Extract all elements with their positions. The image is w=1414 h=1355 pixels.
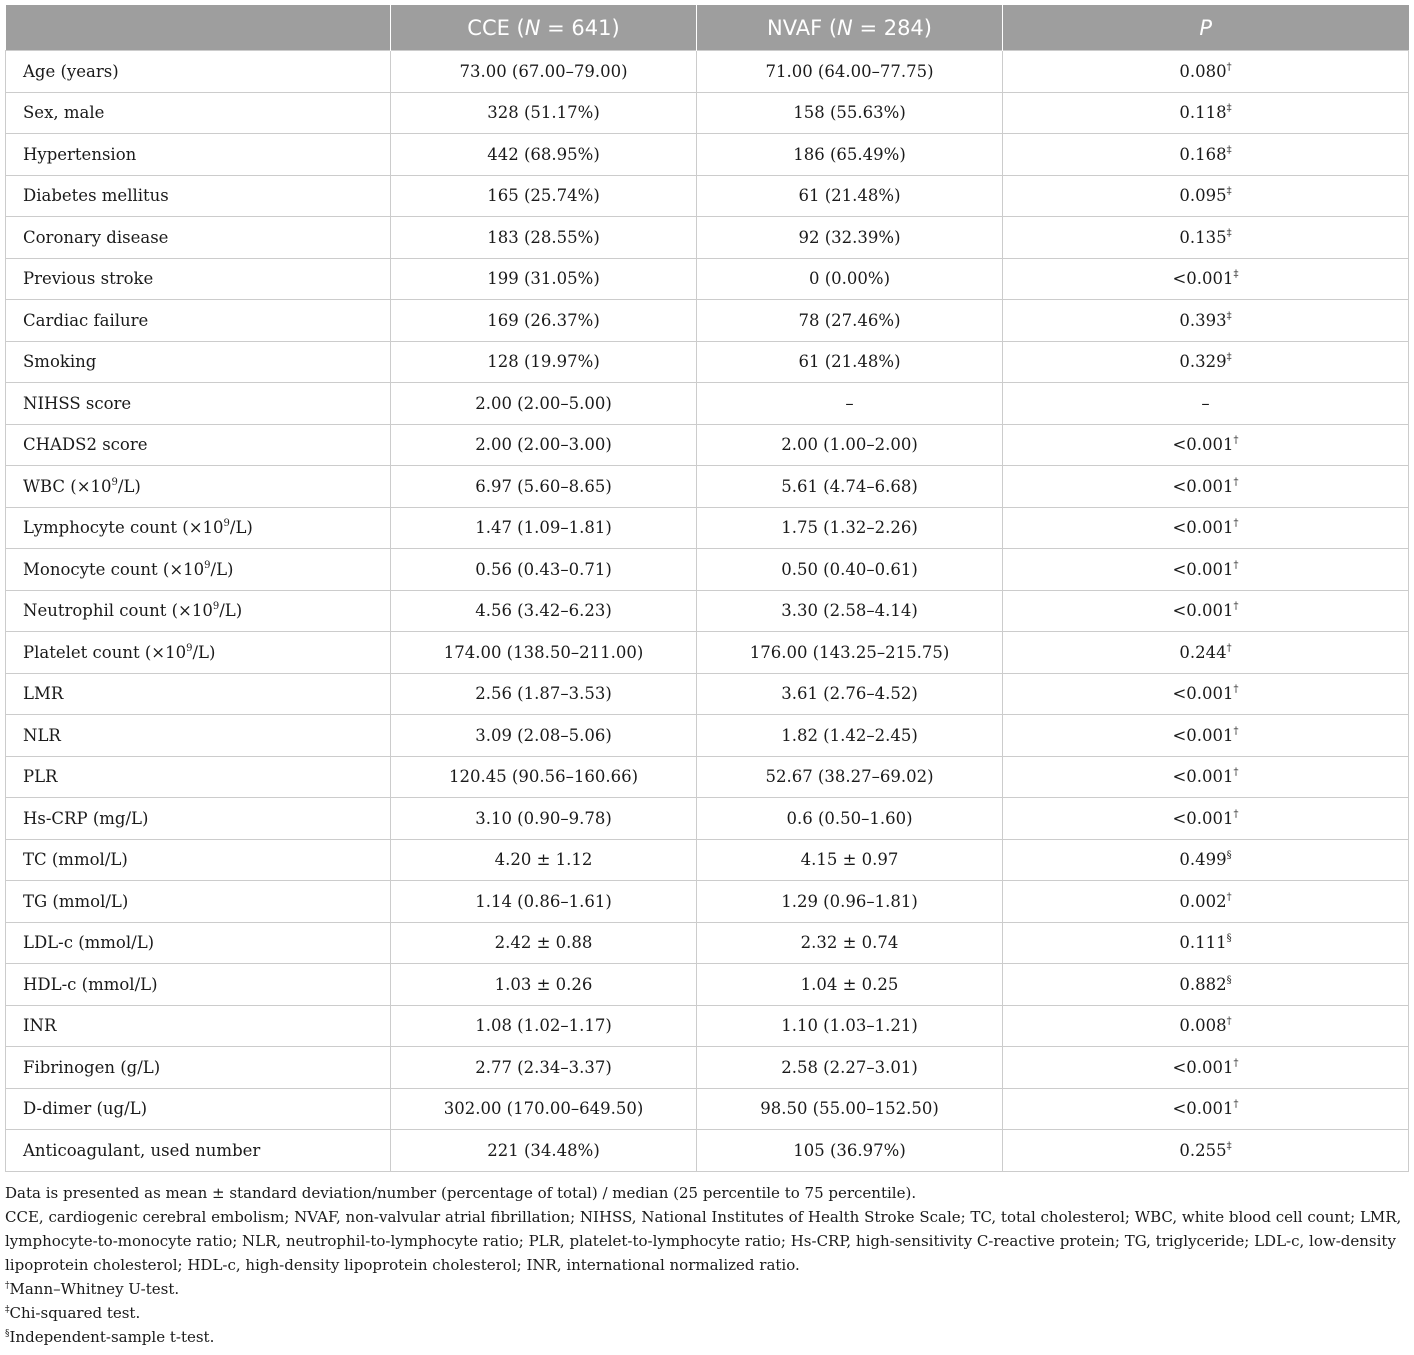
table-row (6, 92, 1409, 134)
row-label: Cardiac failure (6, 300, 391, 342)
test-marker: § (1226, 933, 1232, 945)
test-marker: † (1233, 1057, 1239, 1069)
data-presentation-note: Data is presented as mean ± standard deviation/number (percentage of total) / median (25 percentile to 75 percentile). (5, 1184, 917, 1202)
row-label: CHADS2 score (6, 424, 391, 466)
nvaf-value: 0.6 (0.50–1.60) (697, 798, 1003, 840)
table-row (6, 300, 1409, 342)
cce-value: 4.56 (3.42–6.23) (391, 590, 697, 632)
cce-value: 3.09 (2.08–5.06) (391, 715, 697, 757)
nvaf-value: 3.30 (2.58–4.14) (697, 590, 1003, 632)
table-row (6, 383, 1409, 425)
p-value: <0.001† (1003, 424, 1409, 466)
nvaf-value: 105 (36.97%) (697, 1130, 1003, 1172)
test-marker: ‡ (1226, 103, 1232, 115)
header-variable (6, 5, 391, 51)
nvaf-value: 52.67 (38.27–69.02) (697, 756, 1003, 798)
header-nvaf: NVAF (N = 284) (697, 5, 1003, 51)
table-row (6, 549, 1409, 591)
table-row (6, 258, 1409, 300)
row-label: TG (mmol/L) (6, 881, 391, 923)
nvaf-value: 2.32 ± 0.74 (697, 922, 1003, 964)
table-row (6, 632, 1409, 674)
nvaf-value: 4.15 ± 0.97 (697, 839, 1003, 881)
table-row (6, 1005, 1409, 1047)
test-marker: ‡ (1226, 1140, 1232, 1152)
table-row (6, 507, 1409, 549)
nvaf-value: 1.75 (1.32–2.26) (697, 507, 1003, 549)
nvaf-value: 1.82 (1.42–2.45) (697, 715, 1003, 757)
cce-value: 1.08 (1.02–1.17) (391, 1005, 697, 1047)
cce-value: 120.45 (90.56–160.66) (391, 756, 697, 798)
cce-value: 2.42 ± 0.88 (391, 922, 697, 964)
test-marker: ‡ (1233, 269, 1239, 281)
nvaf-value: 61 (21.48%) (697, 175, 1003, 217)
p-value: 0.168‡ (1003, 134, 1409, 176)
nvaf-value: 186 (65.49%) (697, 134, 1003, 176)
nvaf-value: 2.00 (1.00–2.00) (697, 424, 1003, 466)
row-label: Fibrinogen (g/L) (6, 1047, 391, 1089)
row-label: HDL-c (mmol/L) (6, 964, 391, 1006)
header-row (6, 5, 1409, 51)
nvaf-value: 71.00 (64.00–77.75) (697, 51, 1003, 93)
p-value: 0.008† (1003, 1005, 1409, 1047)
test-marker: † (1233, 559, 1239, 571)
p-value: <0.001† (1003, 590, 1409, 632)
test-marker: ‡ (1226, 227, 1232, 239)
table-row (6, 341, 1409, 383)
test-marker: ‡ (1226, 144, 1232, 156)
p-value: 0.244† (1003, 632, 1409, 674)
p-value: <0.001† (1003, 466, 1409, 508)
table-row (6, 756, 1409, 798)
cce-value: 328 (51.17%) (391, 92, 697, 134)
row-label: NIHSS score (6, 383, 391, 425)
table-row (6, 590, 1409, 632)
p-value: 0.393‡ (1003, 300, 1409, 342)
cce-value: 174.00 (138.50–211.00) (391, 632, 697, 674)
cce-value: 302.00 (170.00–649.50) (391, 1088, 697, 1130)
cce-value: 2.56 (1.87–3.53) (391, 673, 697, 715)
test-marker: † (1233, 601, 1239, 613)
test-marker: † (1233, 808, 1239, 820)
table-row (6, 217, 1409, 259)
cce-value: 442 (68.95%) (391, 134, 697, 176)
nvaf-value: 158 (55.63%) (697, 92, 1003, 134)
nvaf-value: 1.29 (0.96–1.81) (697, 881, 1003, 923)
nvaf-value: 1.04 ± 0.25 (697, 964, 1003, 1006)
data-table-container (5, 5, 1408, 1172)
p-value: 0.002† (1003, 881, 1409, 923)
row-label: Smoking (6, 341, 391, 383)
p-value: <0.001† (1003, 756, 1409, 798)
test-marker: ‡ (1226, 310, 1232, 322)
test-marker: † (1233, 476, 1239, 488)
cce-value: 199 (31.05%) (391, 258, 697, 300)
table-row (6, 839, 1409, 881)
row-label: NLR (6, 715, 391, 757)
nvaf-value: 176.00 (143.25–215.75) (697, 632, 1003, 674)
p-value: 0.111§ (1003, 922, 1409, 964)
abbreviations-note: CCE, cardiogenic cerebral embolism; NVAF, non-valvular atrial fibrillation; NIHSS, National Institutes of Health Stroke Scale; TC, total cholesterol; WBC, white blood cell count; LMR, lymphocyte-to-monocyte ratio; NLR, neutrophil-to-lymphocyte ratio; PLR, platelet-to-lymphocyte ratio; Hs-CRP, high-sensitivity C-reactive protein; TG, triglyceride; LDL-c, low-density lipoprotein cholesterol; HDL-c, high-density lipoprotein cholesterol; INR, international normalized ratio. (5, 1208, 1402, 1274)
row-label: Previous stroke (6, 258, 391, 300)
p-value: 0.080† (1003, 51, 1409, 93)
row-label: Lymphocyte count $(\times 10^9/L)$ (6, 507, 391, 549)
nvaf-value: 98.50 (55.00–152.50) (697, 1088, 1003, 1130)
row-label: D-dimer (ug/L) (6, 1088, 391, 1130)
test-marker: † (1226, 61, 1232, 73)
row-label: LMR (6, 673, 391, 715)
table-row (6, 466, 1409, 508)
test-marker: ‡ (1226, 186, 1232, 198)
p-value: <0.001† (1003, 1047, 1409, 1089)
cce-value: 6.97 (5.60–8.65) (391, 466, 697, 508)
table-row (6, 922, 1409, 964)
table-row (6, 715, 1409, 757)
cce-value: 4.20 ± 1.12 (391, 839, 697, 881)
p-value: 0.095‡ (1003, 175, 1409, 217)
row-label: Sex, male (6, 92, 391, 134)
cce-value: 1.03 ± 0.26 (391, 964, 697, 1006)
cce-value: 0.56 (0.43–0.71) (391, 549, 697, 591)
table-row (6, 424, 1409, 466)
test-marker: † (1226, 891, 1232, 903)
table-body (6, 51, 1409, 1172)
nvaf-value: 2.58 (2.27–3.01) (697, 1047, 1003, 1089)
row-label: LDL-c (mmol/L) (6, 922, 391, 964)
row-label: WBC $(\times 10^9/L)$ (6, 466, 391, 508)
footnote-chi-squared: ‡Chi-squared test. (5, 1304, 141, 1322)
test-marker: ‡ (1226, 352, 1232, 364)
p-value: <0.001† (1003, 798, 1409, 840)
cce-value: 183 (28.55%) (391, 217, 697, 259)
test-marker: † (1226, 1016, 1232, 1028)
nvaf-value: 78 (27.46%) (697, 300, 1003, 342)
table-row (6, 964, 1409, 1006)
cce-value: 1.47 (1.09–1.81) (391, 507, 697, 549)
row-label: Platelet count $(\times 10^9/L)$ (6, 632, 391, 674)
row-label: Diabetes mellitus (6, 175, 391, 217)
nvaf-value: 92 (32.39%) (697, 217, 1003, 259)
p-value: – (1003, 383, 1409, 425)
table-header (6, 5, 1409, 51)
row-label: Monocyte count $(\times 10^9/L)$ (6, 549, 391, 591)
p-value: <0.001† (1003, 1088, 1409, 1130)
p-value: 0.882§ (1003, 964, 1409, 1006)
row-label: Hs-CRP (mg/L) (6, 798, 391, 840)
cce-value: 2.77 (2.34–3.37) (391, 1047, 697, 1089)
table-row (6, 134, 1409, 176)
test-marker: † (1233, 684, 1239, 696)
p-value: <0.001† (1003, 549, 1409, 591)
row-label: Coronary disease (6, 217, 391, 259)
footnote-t-test: §Independent-sample t-test. (5, 1328, 215, 1346)
p-value: 0.255‡ (1003, 1130, 1409, 1172)
test-marker: † (1233, 435, 1239, 447)
test-marker: † (1233, 767, 1239, 779)
test-marker: § (1226, 974, 1232, 986)
table-row (6, 673, 1409, 715)
cce-value: 2.00 (2.00–3.00) (391, 424, 697, 466)
header-cce: CCE (N = 641) (391, 5, 697, 51)
table-row (6, 798, 1409, 840)
row-label: PLR (6, 756, 391, 798)
row-label: INR (6, 1005, 391, 1047)
row-label: TC (mmol/L) (6, 839, 391, 881)
cce-value: 221 (34.48%) (391, 1130, 697, 1172)
footnote-mann-whitney: †Mann–Whitney U-test. (5, 1280, 180, 1298)
p-value: <0.001† (1003, 507, 1409, 549)
nvaf-value: 1.10 (1.03–1.21) (697, 1005, 1003, 1047)
p-value: 0.118‡ (1003, 92, 1409, 134)
table-row (6, 175, 1409, 217)
test-marker: † (1233, 725, 1239, 737)
p-value: 0.329‡ (1003, 341, 1409, 383)
nvaf-value: – (697, 383, 1003, 425)
table-notes (5, 1181, 1410, 1349)
cce-value: 2.00 (2.00–5.00) (391, 383, 697, 425)
table-row (6, 51, 1409, 93)
row-label: Hypertension (6, 134, 391, 176)
p-value: 0.499§ (1003, 839, 1409, 881)
nvaf-value: 0 (0.00%) (697, 258, 1003, 300)
test-marker: † (1226, 642, 1232, 654)
cce-value: 128 (19.97%) (391, 341, 697, 383)
p-value: <0.001† (1003, 673, 1409, 715)
cce-value: 3.10 (0.90–9.78) (391, 798, 697, 840)
nvaf-value: 0.50 (0.40–0.61) (697, 549, 1003, 591)
table-row (6, 1088, 1409, 1130)
nvaf-value: 61 (21.48%) (697, 341, 1003, 383)
p-value: 0.135‡ (1003, 217, 1409, 259)
cce-value: 73.00 (67.00–79.00) (391, 51, 697, 93)
header-p-value: P (1003, 5, 1409, 51)
p-value: <0.001‡ (1003, 258, 1409, 300)
test-marker: † (1233, 518, 1239, 530)
nvaf-value: 5.61 (4.74–6.68) (697, 466, 1003, 508)
cce-value: 169 (26.37%) (391, 300, 697, 342)
nvaf-value: 3.61 (2.76–4.52) (697, 673, 1003, 715)
cce-value: 165 (25.74%) (391, 175, 697, 217)
test-marker: § (1226, 850, 1232, 862)
table-row (6, 1047, 1409, 1089)
table-row (6, 1130, 1409, 1172)
table-row (6, 881, 1409, 923)
comparison-table (5, 5, 1409, 1172)
test-marker: † (1233, 1099, 1239, 1111)
p-value: <0.001† (1003, 715, 1409, 757)
row-label: Age (years) (6, 51, 391, 93)
cce-value: 1.14 (0.86–1.61) (391, 881, 697, 923)
row-label: Anticoagulant, used number (6, 1130, 391, 1172)
row-label: Neutrophil count $(\times 10^9/L)$ (6, 590, 391, 632)
